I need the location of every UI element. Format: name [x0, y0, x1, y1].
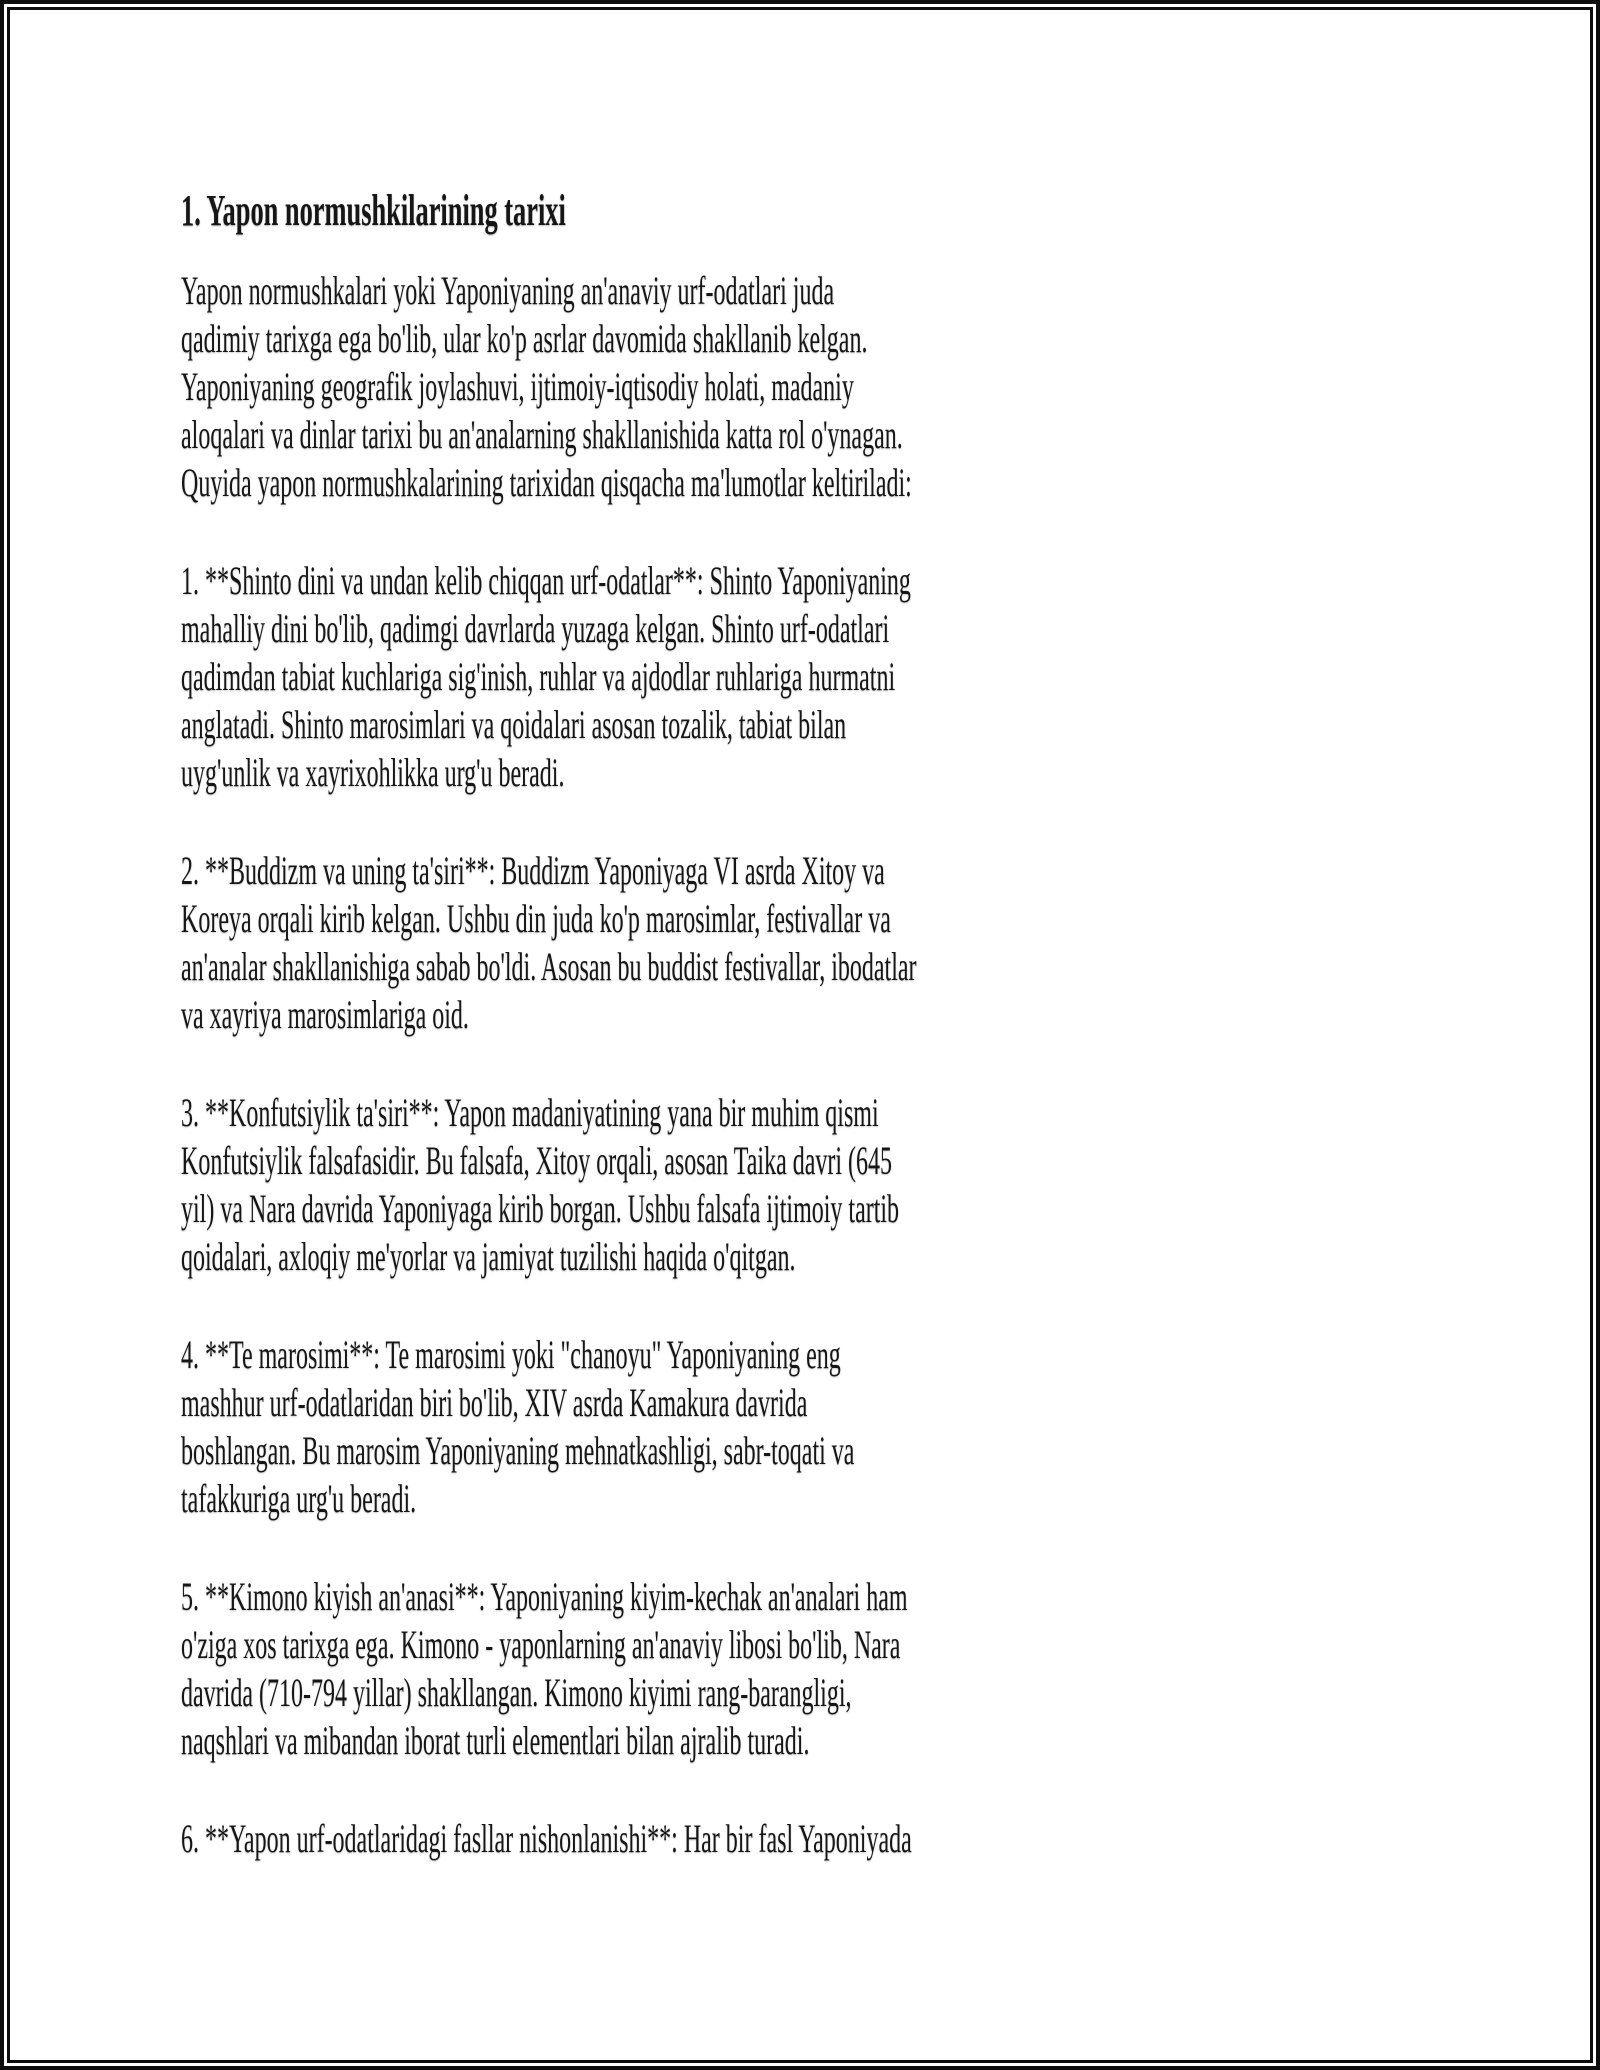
intro-paragraph [181, 267, 1081, 507]
text-line: o'ziga xos tarixga ega. Kimono - yaponlarning an'anaviy libosi bo'lib, Nara [181, 1622, 901, 1667]
text-line: qoidalari, axloqiy me'yorlar va jamiyat tuzilishi haqida o'qitgan. [181, 1234, 796, 1279]
list-item-kimono [181, 1573, 1081, 1765]
page-title: 1. Yapon normushkilarining tarixi [181, 186, 566, 235]
text-line: uyg'unlik va xayrixohlikka urg'u beradi. [181, 750, 565, 795]
text-line: mahalliy dini bo'lib, qadimgi davrlarda yuzaga kelgan. Shinto urf-odatlari [181, 606, 890, 651]
page-border-inner [7, 7, 1593, 2063]
text-line: 3. **Konfutsiylik ta'siri**: Yapon madaniyatining yana bir muhim qismi [181, 1090, 879, 1135]
text-line: Koreya orqali kirib kelgan. Ushbu din juda ko'p marosimlar, festivallar va [181, 896, 891, 941]
list-item-te-marosimi [181, 1331, 1081, 1523]
text-line: 5. **Kimono kiyish an'anasi**: Yaponiyaning kiyim-kechak an'analari ham [181, 1574, 908, 1619]
text-line: 6. **Yapon urf-odatlaridagi fasllar nishonlanishi**: Har bir fasl Yaponiyada [181, 1816, 912, 1861]
text-line: 1. **Shinto dini va undan kelib chiqqan urf-odatlar**: Shinto Yaponiyaning [181, 558, 911, 603]
list-item-buddizm [181, 847, 1081, 1039]
text-line: mashhur urf-odatlaridan biri bo'lib, XIV asrda Kamakura davrida [181, 1380, 808, 1425]
list-item-shinto [181, 557, 1081, 797]
text-line: tafakkuriga urg'u beradi. [181, 1476, 417, 1521]
text-line: Konfutsiylik falsafasidir. Bu falsafa, Xitoy orqali, asosan Taika davri (645 [181, 1138, 893, 1183]
list-item-konfutsiylik [181, 1089, 1081, 1281]
list-item-fasllar [181, 1815, 1081, 1863]
text-line: qadimdan tabiat kuchlariga sig'inish, ruhlar va ajdodlar ruhlariga hurmatni [181, 654, 896, 699]
document-content [181, 183, 1081, 1863]
text-line: aloqalari va dinlar tarixi bu an'analarning shakllanishida katta rol o'ynagan. [181, 412, 903, 457]
text-line: an'analar shakllanishiga sabab bo'ldi. Asosan bu buddist festivallar, ibodatlar [181, 944, 917, 989]
text-line: 4. **Te marosimi**: Te marosimi yoki "chanoyu" Yaponiyaning eng [181, 1332, 841, 1377]
text-line: Quyida yapon normushkalarining tarixidan qisqacha ma'lumotlar keltiriladi: [181, 460, 912, 505]
text-line: Yaponiyaning geografik joylashuvi, ijtimoiy-iqtisodiy holati, madaniy [181, 364, 854, 409]
text-line: Yapon normushkalari yoki Yaponiyaning an'anaviy urf-odatlari juda [181, 268, 835, 313]
text-line: 2. **Buddizm va uning ta'siri**: Buddizm Yaponiyaga VI asrda Xitoy va [181, 848, 885, 893]
text-line: anglatadi. Shinto marosimlari va qoidalari asosan tozalik, tabiat bilan [181, 702, 847, 747]
text-line: yil) va Nara davrida Yaponiyaga kirib borgan. Ushbu falsafa ijtimoiy tartib [181, 1186, 900, 1231]
text-line: naqshlari va mibandan iborat turli elementlari bilan ajralib turadi. [181, 1718, 810, 1763]
text-line: qadimiy tarixga ega bo'lib, ular ko'p asrlar davomida shakllanib kelgan. [181, 316, 868, 361]
text-line: va xayriya marosimlariga oid. [181, 992, 469, 1037]
text-line: davrida (710-794 yillar) shakllangan. Kimono kiyimi rang-barangligi, [181, 1670, 852, 1715]
text-line: boshlangan. Bu marosim Yaponiyaning mehnatkashligi, sabr-toqati va [181, 1428, 855, 1473]
